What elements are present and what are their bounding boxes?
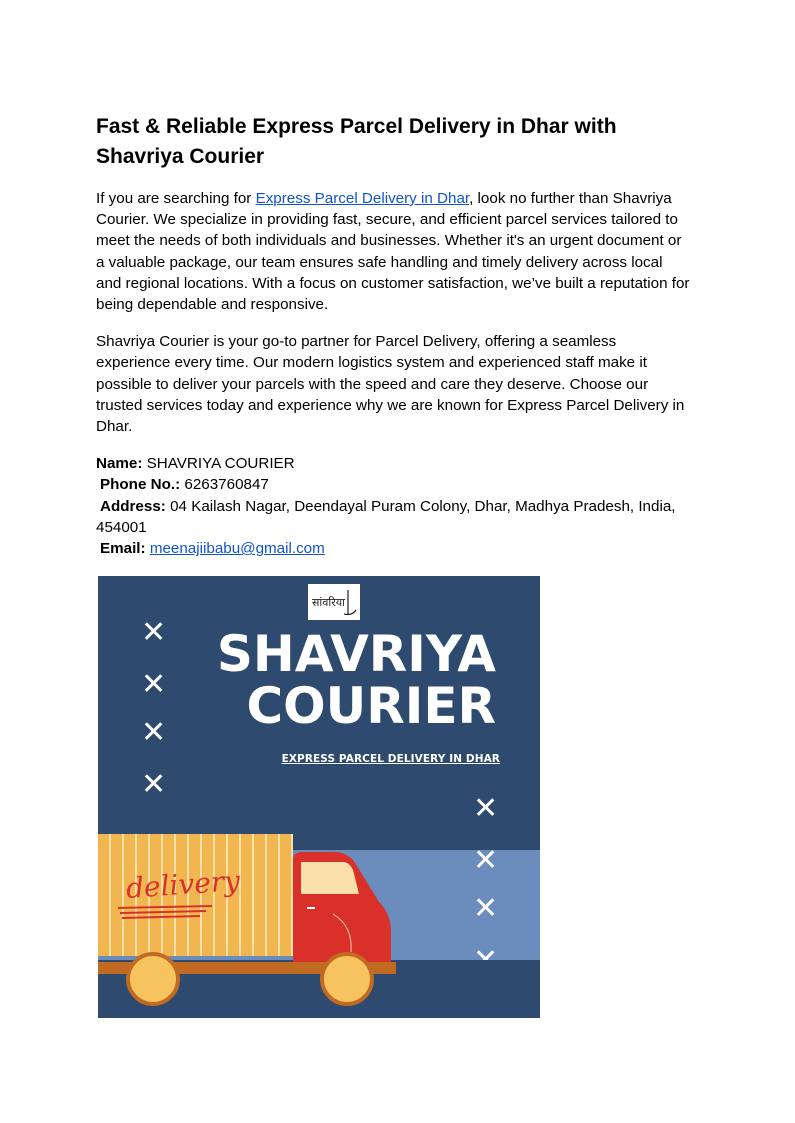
intro-text-before: If you are searching for: [96, 190, 256, 207]
brand-line-2: COURIER: [246, 677, 496, 735]
svg-text:सांवरिया: सांवरिया: [312, 596, 345, 609]
truck-cab-icon: [293, 852, 393, 964]
contact-name: [96, 453, 696, 474]
second-paragraph: Shavriya Courier is your go-to partner for Parcel Delivery, offering a seamless experience every time. Our modern logistics system and experienced staff make it possible to deliver your parcels with the speed and care they deserve. Choose our trusted services today and experience why we are known for Express Parcel Delivery in Dhar.: [96, 333, 685, 436]
name-label: Name:: [96, 455, 143, 473]
cross-icon: ✕: [141, 615, 167, 650]
cross-icon: ✕: [141, 767, 167, 802]
contact-email: [96, 538, 696, 559]
contact-address: [96, 496, 686, 538]
document-page: [96, 112, 696, 559]
phone-label: Phone No.:: [100, 476, 181, 494]
email-label: Email:: [100, 540, 146, 558]
cross-icon: ✕: [141, 667, 167, 702]
shavriya-banner-image: [98, 576, 540, 1018]
cross-icon: ✕: [473, 791, 499, 826]
contact-phone: [96, 474, 696, 495]
brand-name: [216, 625, 496, 735]
cross-icon: ✕: [473, 843, 499, 878]
name-value: SHAVRIYA COURIER: [146, 455, 295, 473]
rear-wheel: [126, 952, 180, 1006]
express-delivery-link[interactable]: Express Parcel Delivery in Dhar: [255, 190, 470, 207]
cross-icon: ✕: [141, 715, 167, 750]
delivery-underline-icon: [116, 904, 216, 920]
contact-block: [96, 453, 696, 559]
logo-script-icon: [308, 584, 360, 620]
email-link[interactable]: meenajiibabu@gmail.com: [149, 540, 325, 558]
page-title: Fast & Reliable Express Parcel Delivery in Dhar with Shavriya Courier: [96, 115, 617, 168]
phone-value: 6263760847: [184, 476, 269, 494]
cross-icon: ✕: [473, 891, 499, 926]
intro-text-after: , look no further than Shavriya Courier. We specialize in providing fast, secure, and efficient parcel services tailored to meet the needs of both individuals and businesses. Whether it's an urgent document or a valuable package, our team ensures safe handling and timely delivery across local and regional locations. With a focus on customer satisfaction, we’ve built a reputation for being dependable and responsive.: [96, 190, 690, 314]
front-wheel: [320, 952, 374, 1006]
address-label: Address:: [100, 497, 166, 515]
truck-delivery-text: delivery: [124, 864, 242, 905]
address-value: 04 Kailash Nagar, Deendayal Puram Colony, Dhar, Madhya Pradesh, India, 454001: [96, 497, 676, 536]
banner-tagline: EXPRESS PARCEL DELIVERY IN DHAR: [281, 753, 500, 765]
brand-logo: [308, 584, 360, 620]
brand-line-1: SHAVRIYA: [216, 625, 496, 683]
intro-paragraph: [96, 188, 692, 315]
